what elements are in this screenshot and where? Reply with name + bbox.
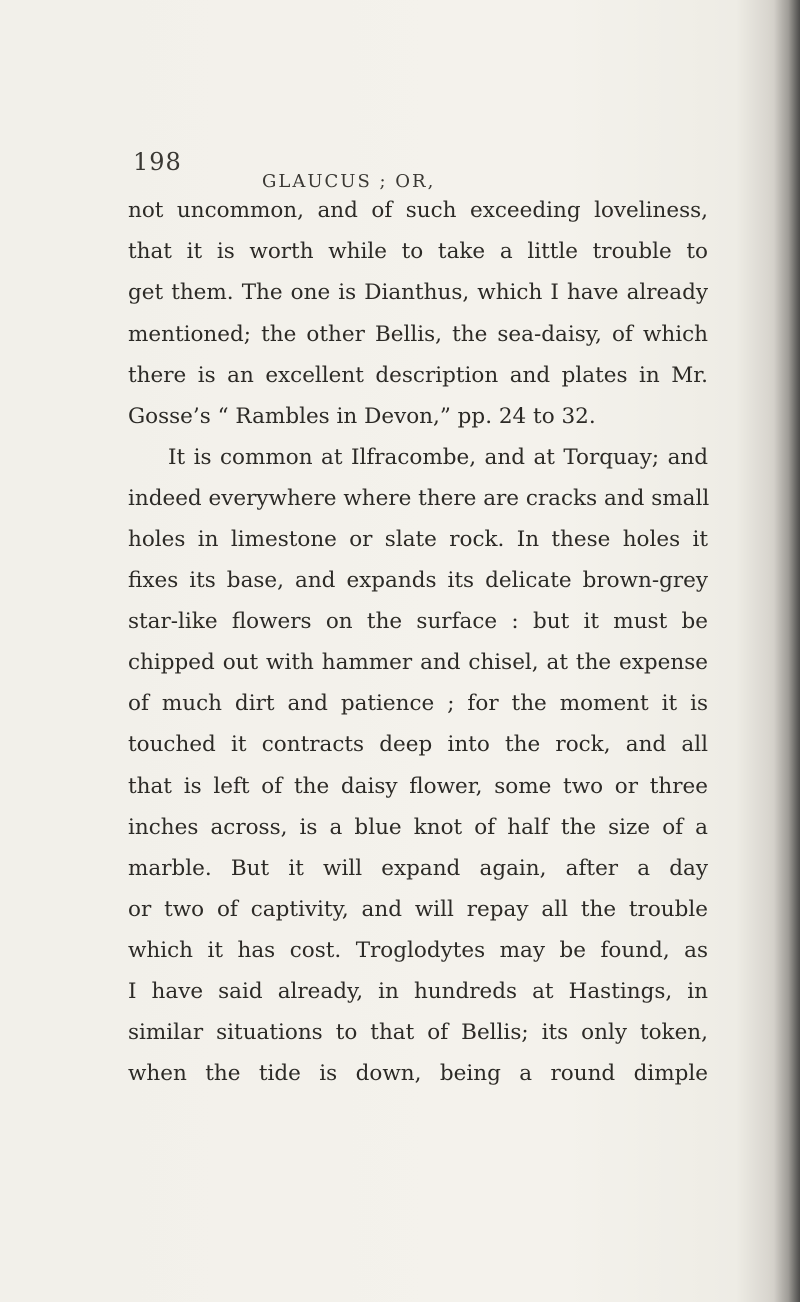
text-line: star-like flowers on the surface : but it must be [128, 609, 708, 634]
page-number: 198 [133, 148, 182, 176]
text-line: Gosse’s “ Rambles in Devon,” pp. 24 to 32. [128, 404, 596, 429]
text-line: that is left of the daisy flower, some two or three [128, 774, 708, 799]
text-line: there is an excellent description and plates in Mr. [128, 363, 708, 388]
text-line: similar situations to that of Bellis; its only token, [128, 1020, 708, 1045]
text-line: that it is worth while to take a little trouble to [128, 239, 708, 264]
text-line: or two of captivity, and will repay all the trouble [128, 897, 708, 922]
text-line: chipped out with hammer and chisel, at the expense [128, 650, 708, 675]
text-line: touched it contracts deep into the rock, and all [128, 732, 708, 757]
text-line: holes in limestone or slate rock. In these holes it [128, 527, 708, 552]
text-line: get them. The one is Dianthus, which I have already [128, 280, 708, 305]
text-line: It is common at Ilfracombe, and at Torquay; and [168, 445, 708, 470]
text-line: indeed everywhere where there are cracks and small [128, 486, 710, 511]
text-line: fixes its base, and expands its delicate brown-grey [128, 568, 708, 593]
text-line: marble. But it will expand again, after a day [128, 856, 708, 881]
running-head: GLAUCUS ; OR, [262, 171, 436, 192]
text-line: I have said already, in hundreds at Hastings, in [128, 979, 708, 1004]
text-line: of much dirt and patience ; for the moment it is [128, 691, 708, 716]
text-line: mentioned; the other Bellis, the sea-daisy, of which [128, 322, 708, 347]
page-edge-shadow [774, 0, 800, 1302]
text-line: when the tide is down, being a round dimple [128, 1061, 708, 1086]
text-line: which it has cost. Troglodytes may be found, as [128, 938, 708, 963]
text-line: not uncommon, and of such exceeding loveliness, [128, 198, 708, 223]
text-line: inches across, is a blue knot of half the size of a [128, 815, 708, 840]
